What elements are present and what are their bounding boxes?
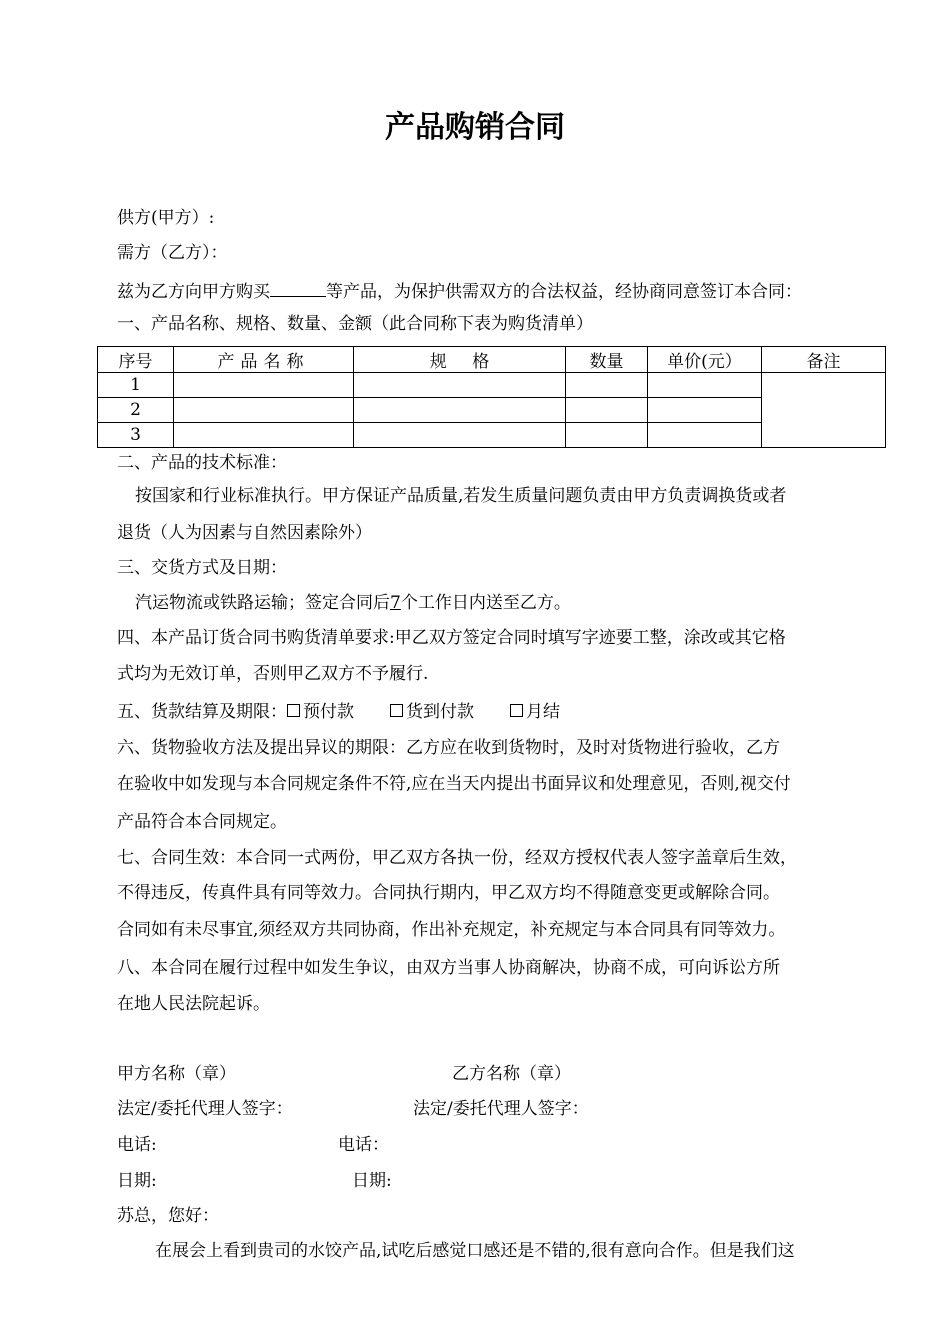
- delivery-text-after: 个工作日内送至乙方。: [400, 593, 571, 613]
- cell-unit-price: [648, 373, 762, 398]
- party-a-name: 甲方名称（章）: [117, 1064, 236, 1084]
- section-2-heading: 二、产品的技术标准：: [117, 453, 287, 473]
- cell-product-name: [174, 423, 354, 448]
- product-blank: [270, 281, 326, 297]
- payment-label: 五、货款结算及期限：: [117, 702, 287, 722]
- party-a-phone: 电话:: [117, 1135, 157, 1155]
- purchase-list-table: [97, 346, 886, 448]
- supplier-line: 供方(甲方）:: [117, 208, 215, 228]
- cell-remarks: [762, 373, 886, 448]
- cell-spec: [354, 423, 566, 448]
- section-6-line-3: 产品符合本合同规定。: [117, 812, 287, 832]
- cell-quantity: [566, 398, 648, 423]
- delivery-days: 7: [390, 593, 401, 613]
- party-a-date: 日期:: [117, 1171, 157, 1191]
- header-remarks: 备注: [762, 347, 886, 373]
- letter-body: 在展会上看到贵司的水饺产品,试吃后感觉口感还是不错的,很有意向合作。但是我们这: [155, 1241, 795, 1261]
- section-8-line-2: 在地人民法院起诉。: [117, 994, 270, 1014]
- header-quantity: 数量: [566, 347, 648, 373]
- section-5-line: [117, 704, 560, 721]
- section-2-line-2: 退货（人为因素与自然因素除外）: [117, 523, 372, 543]
- document-title: 产品购销合同: [385, 110, 565, 145]
- buyer-line: 需方（乙方）：: [117, 243, 228, 263]
- cell-quantity: [566, 373, 648, 398]
- header-unit-price: 单价(元）: [648, 347, 762, 373]
- party-b-date: 日期:: [352, 1171, 392, 1191]
- cell-spec: [354, 398, 566, 423]
- section-2-line-1: 按国家和行业标准执行。甲方保证产品质量,若发生质量问题负责由甲方负责调换货或者: [135, 486, 787, 506]
- section-7-line-2: 不得违反，传真件具有同等效力。合同执行期内，甲乙双方均不得随意变更或解除合同。: [117, 883, 780, 903]
- option-cod: 货到付款: [406, 702, 474, 722]
- checkbox-monthly[interactable]: [510, 704, 523, 717]
- checkbox-cod[interactable]: [390, 704, 403, 717]
- section-1-heading: 一、产品名称、规格、数量、金额（此合同称下表为购货清单）: [117, 314, 593, 334]
- section-7-line-1: 七、合同生效：本合同一式两份，甲乙双方各执一份，经双方授权代表人签字盖章后生效，: [117, 848, 797, 868]
- header-serial: 序号: [98, 347, 174, 373]
- intro-text-after: 等产品，为保护供需双方的合法权益，经协商同意签订本合同：: [326, 282, 802, 302]
- section-6-line-1: 六、货物验收方法及提出异议的期限：乙方应在收到货物时，及时对货物进行验收，乙方: [117, 738, 780, 758]
- checkbox-prepay[interactable]: [287, 704, 300, 717]
- party-b-name: 乙方名称（章）: [452, 1064, 571, 1084]
- section-8-line-1: 八、本合同在履行过程中如发生争议，由双方当事人协商解决，协商不成，可向诉讼方所: [117, 958, 780, 978]
- option-prepay: 预付款: [303, 702, 354, 722]
- party-b-phone: 电话：: [338, 1135, 389, 1155]
- cell-quantity: [566, 423, 648, 448]
- row-serial: 1: [98, 373, 174, 398]
- header-spec: 规 格: [354, 347, 566, 373]
- party-a-signature: 法定/委托代理人签字：: [117, 1099, 293, 1119]
- section-6-line-2: 在验收中如发现与本合同规定条件不符,应在当天内提出书面异议和处理意见，否则,视交付: [117, 774, 791, 794]
- row-serial: 2: [98, 398, 174, 423]
- cell-product-name: [174, 398, 354, 423]
- section-3-line: [135, 595, 571, 612]
- intro-text-before: 兹为乙方向甲方购买: [117, 282, 270, 302]
- section-3-heading: 三、交货方式及日期：: [117, 558, 287, 578]
- table-header-row: [98, 347, 886, 373]
- option-monthly: 月结: [526, 702, 560, 722]
- row-serial: 3: [98, 423, 174, 448]
- letter-greeting: 苏总，您好：: [117, 1206, 219, 1226]
- cell-product-name: [174, 373, 354, 398]
- cell-spec: [354, 373, 566, 398]
- party-b-signature: 法定/委托代理人签字：: [413, 1099, 589, 1119]
- intro-paragraph: [117, 281, 802, 301]
- delivery-text-before: 汽运物流或铁路运输；签定合同后: [135, 593, 390, 613]
- section-7-line-3: 合同如有未尽事宜,须经双方共同协商，作出补充规定，补充规定与本合同具有同等效力。: [117, 920, 786, 940]
- section-4-line-1: 四、本产品订货合同书购货清单要求:甲乙双方签定合同时填写字迹要工整，涂改或其它格: [117, 628, 786, 648]
- header-product-name: 产品名称: [174, 347, 354, 373]
- section-4-line-2: 式均为无效订单，否则甲乙双方不予履行.: [117, 664, 429, 684]
- cell-unit-price: [648, 423, 762, 448]
- cell-unit-price: [648, 398, 762, 423]
- table-row: [98, 373, 886, 398]
